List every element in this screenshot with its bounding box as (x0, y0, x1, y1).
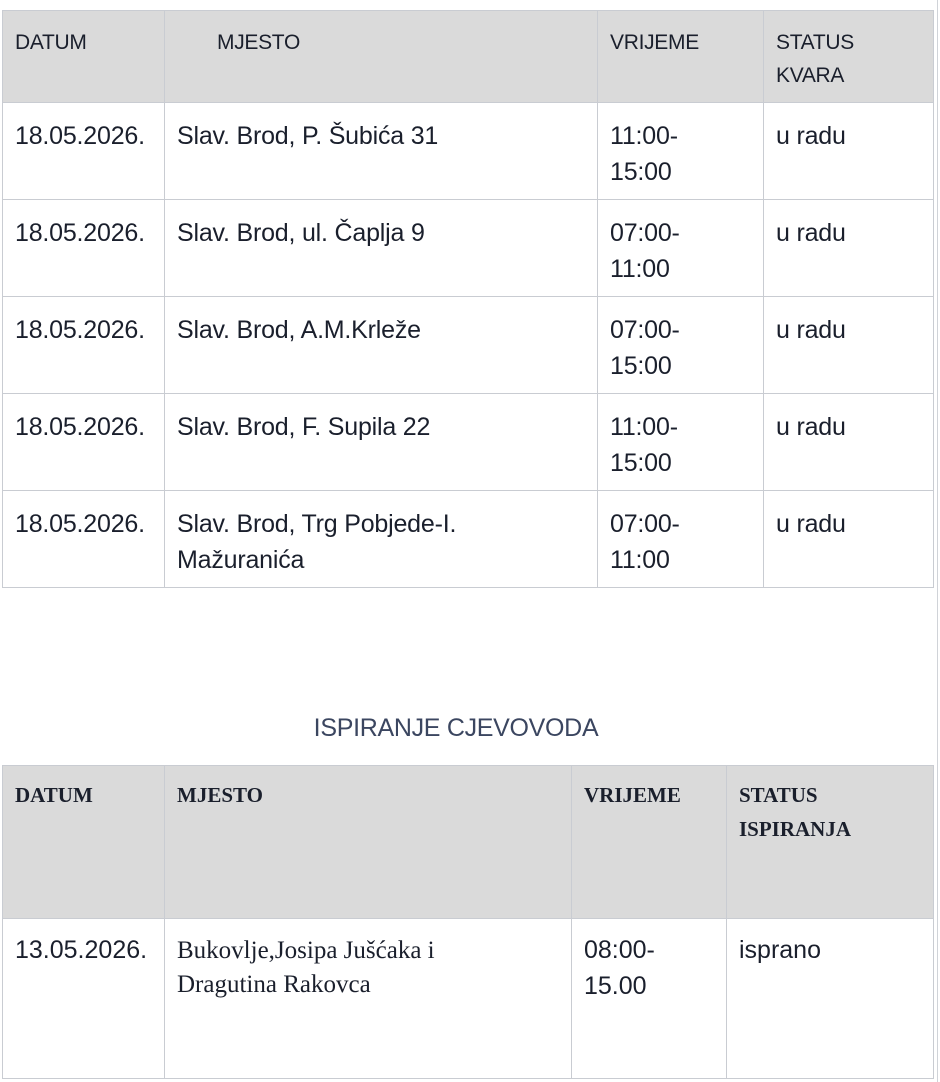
section-title-flushing: ISPIRANJE CJEVOVODA (313, 714, 599, 742)
table-row (3, 394, 934, 491)
table-row (3, 491, 934, 588)
cell-place: Slav. Brod, Trg Pobjede-I. Mažuranića (165, 491, 598, 588)
cell-status: isprano (727, 919, 934, 1079)
cell-time: 07:00- 11:00 (598, 200, 764, 297)
cell-status: u radu (764, 491, 934, 588)
table-row (3, 297, 934, 394)
flushing-table-header-row (3, 766, 934, 919)
column-header-date: DATUM (3, 766, 165, 919)
column-header-time: VRIJEME (598, 11, 764, 103)
cell-time: 07:00- 15:00 (598, 297, 764, 394)
page-edge-divider (937, 0, 938, 1082)
cell-time: 11:00- 15:00 (598, 103, 764, 200)
cell-status: u radu (764, 394, 934, 491)
cell-date: 18.05.2026. (3, 394, 165, 491)
faults-table (2, 10, 934, 588)
cell-date: 18.05.2026. (3, 491, 165, 588)
column-header-date: DATUM (3, 11, 165, 103)
column-header-time: VRIJEME (572, 766, 727, 919)
cell-date: 18.05.2026. (3, 297, 165, 394)
cell-status: u radu (764, 297, 934, 394)
column-header-place: MJESTO (165, 11, 598, 103)
cell-place: Slav. Brod, ul. Čaplja 9 (165, 200, 598, 297)
flushing-table (2, 765, 934, 1079)
cell-time: 07:00- 11:00 (598, 491, 764, 588)
column-header-status: STATUS KVARA (764, 11, 934, 103)
cell-date: 18.05.2026. (3, 103, 165, 200)
cell-date: 13.05.2026. (3, 919, 165, 1079)
cell-status: u radu (764, 103, 934, 200)
cell-place: Bukovlje,Josipa Jušćaka i Dragutina Rakovca (165, 919, 572, 1079)
cell-status: u radu (764, 200, 934, 297)
table-row (3, 200, 934, 297)
cell-place: Slav. Brod, F. Supila 22 (165, 394, 598, 491)
cell-place: Slav. Brod, A.M.Krleže (165, 297, 598, 394)
faults-table-header-row (3, 11, 934, 103)
cell-date: 18.05.2026. (3, 200, 165, 297)
cell-time: 08:00- 15.00 (572, 919, 727, 1079)
column-header-place: MJESTO (165, 766, 572, 919)
table-row (3, 919, 934, 1079)
cell-time: 11:00- 15:00 (598, 394, 764, 491)
cell-place: Slav. Brod, P. Šubića 31 (165, 103, 598, 200)
table-row (3, 103, 934, 200)
column-header-status: STATUS ISPIRANJA (727, 766, 934, 919)
